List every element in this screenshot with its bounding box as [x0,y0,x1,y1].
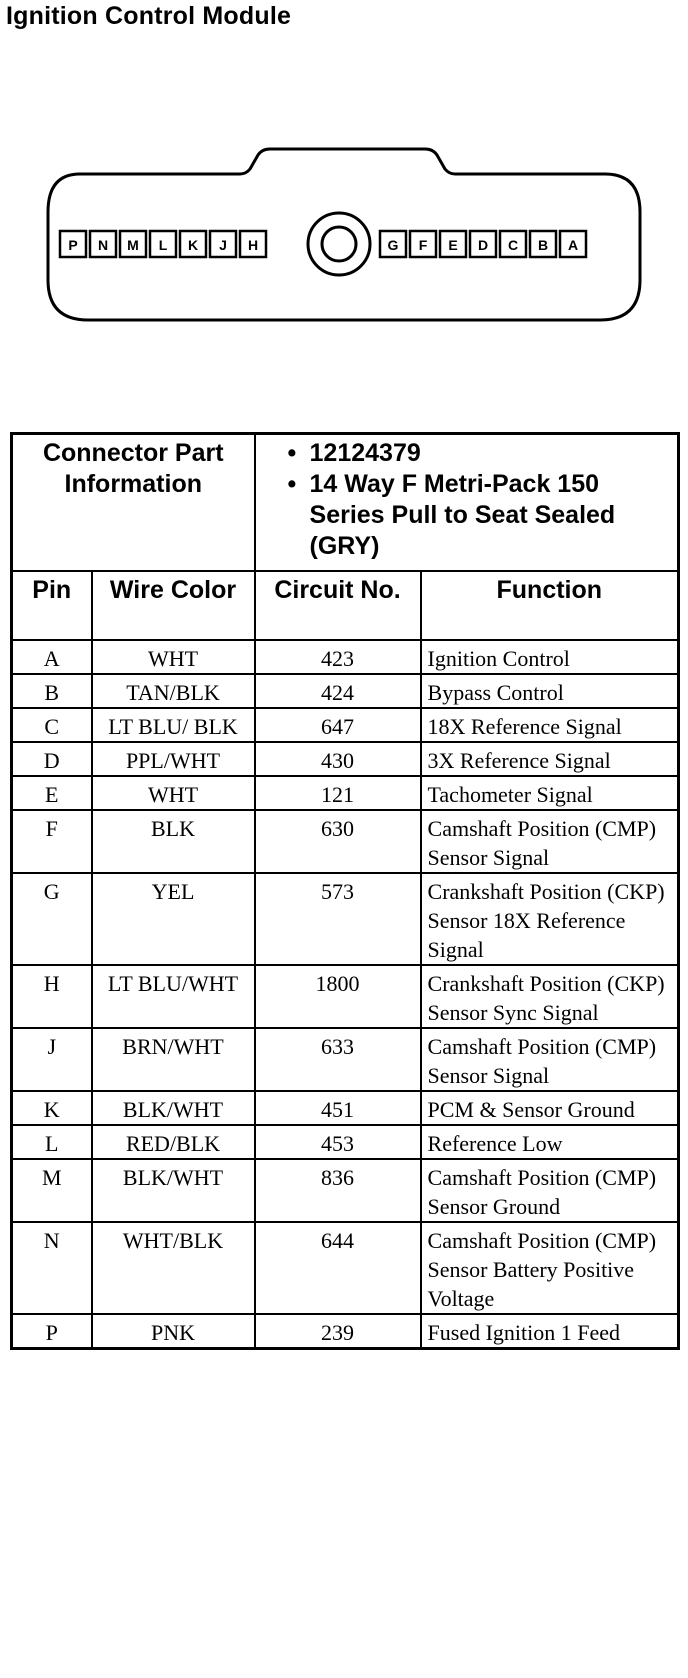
connector-part-number: • 12124379 [286,438,678,469]
pin-label: C [507,237,519,253]
circuit-no-cell: 647 [255,708,421,742]
connector-diagram [0,140,688,350]
pin-label: P [68,237,78,253]
pin-cell: L [12,1125,92,1159]
wire-color-cell: LT BLU/ BLK [92,708,255,742]
header-function: Function [421,571,679,640]
wire-color-cell: PNK [92,1314,255,1349]
table-row [12,640,679,674]
function-cell: Camshaft Position (CMP) Sensor Signal [421,1028,679,1091]
function-cell: Crankshaft Position (CKP) Sensor 18X Reference Signal [421,873,679,965]
function-cell: Reference Low [421,1125,679,1159]
function-cell: Crankshaft Position (CKP) Sensor Sync Signal [421,965,679,1028]
pin-cell: B [12,674,92,708]
circuit-no-cell: 644 [255,1222,421,1314]
pin-cell: A [12,640,92,674]
pin-cell: D [12,742,92,776]
table-row [12,1125,679,1159]
wire-color-cell: WHT [92,776,255,810]
wire-color-cell: WHT/BLK [92,1222,255,1314]
table-row [12,1222,679,1314]
connector-outline [48,149,640,320]
circuit-no-cell: 1800 [255,965,421,1028]
function-cell: Bypass Control [421,674,679,708]
function-cell: Camshaft Position (CMP) Sensor Signal [421,810,679,873]
wire-color-cell: TAN/BLK [92,674,255,708]
pin-label: B [537,237,549,253]
pin-row-left [60,231,266,257]
wire-color-cell: LT BLU/WHT [92,965,255,1028]
function-cell: 18X Reference Signal [421,708,679,742]
header-pin: Pin [12,571,92,640]
circuit-no-cell: 239 [255,1314,421,1349]
connector-pinout-table [10,432,680,1350]
pin-label: H [247,237,259,253]
pin-cell: M [12,1159,92,1222]
table-row [12,873,679,965]
wire-color-cell: BLK/WHT [92,1091,255,1125]
circuit-no-cell: 430 [255,742,421,776]
connector-type-description: • 14 Way F Metri-Pack 150 Series Pull to Seat Sealed (GRY) [286,469,678,562]
column-header-row [12,571,679,640]
table-row [12,708,679,742]
pin-label: K [187,237,199,253]
pin-cell: E [12,776,92,810]
connector-info-details [255,434,679,572]
wire-color-cell: BLK [92,810,255,873]
wire-color-cell: BLK/WHT [92,1159,255,1222]
circuit-no-cell: 633 [255,1028,421,1091]
pin-cell: G [12,873,92,965]
function-cell: Tachometer Signal [421,776,679,810]
header-wire-color: Wire Color [92,571,255,640]
pin-cell: J [12,1028,92,1091]
circuit-no-cell: 630 [255,810,421,873]
wire-color-cell: PPL/WHT [92,742,255,776]
pin-cell: F [12,810,92,873]
wire-color-cell: BRN/WHT [92,1028,255,1091]
circuit-no-cell: 836 [255,1159,421,1222]
pin-label: M [127,237,139,253]
function-cell: Ignition Control [421,640,679,674]
circuit-no-cell: 424 [255,674,421,708]
table-row [12,965,679,1028]
pin-label: A [567,237,579,253]
connector-info-list [256,435,678,562]
pin-label: D [477,237,489,253]
wire-color-cell: RED/BLK [92,1125,255,1159]
circuit-no-cell: 121 [255,776,421,810]
table-row [12,1091,679,1125]
pin-label: L [158,237,168,253]
table-row [12,810,679,873]
header-circuit-no: Circuit No. [255,571,421,640]
table-row [12,1028,679,1091]
function-cell: 3X Reference Signal [421,742,679,776]
circuit-no-cell: 573 [255,873,421,965]
function-cell: Fused Ignition 1 Feed [421,1314,679,1349]
pin-cell: C [12,708,92,742]
table-row [12,1314,679,1349]
connector-center-ring-icon [308,213,370,275]
wire-color-cell: YEL [92,873,255,965]
pin-label: E [448,237,458,253]
pin-cell: K [12,1091,92,1125]
pin-cell: N [12,1222,92,1314]
wire-color-cell: WHT [92,640,255,674]
pin-cell: H [12,965,92,1028]
function-cell: PCM & Sensor Ground [421,1091,679,1125]
pin-label: N [97,237,109,253]
function-cell: Camshaft Position (CMP) Sensor Battery Positive Voltage [421,1222,679,1314]
connector-info-row [12,434,679,572]
table-row [12,742,679,776]
pin-label: J [219,237,227,253]
table-row [12,674,679,708]
connector-info-label: Connector Part Information [12,434,255,572]
table-row [12,1159,679,1222]
pin-cell: P [12,1314,92,1349]
pin-label: G [387,237,399,253]
page-title: Ignition Control Module [6,2,292,30]
circuit-no-cell: 423 [255,640,421,674]
function-cell: Camshaft Position (CMP) Sensor Ground [421,1159,679,1222]
circuit-no-cell: 451 [255,1091,421,1125]
pin-row-right [380,231,586,257]
circuit-no-cell: 453 [255,1125,421,1159]
table-row [12,776,679,810]
pin-label: F [418,237,428,253]
connector-center-hole-icon [322,227,356,261]
